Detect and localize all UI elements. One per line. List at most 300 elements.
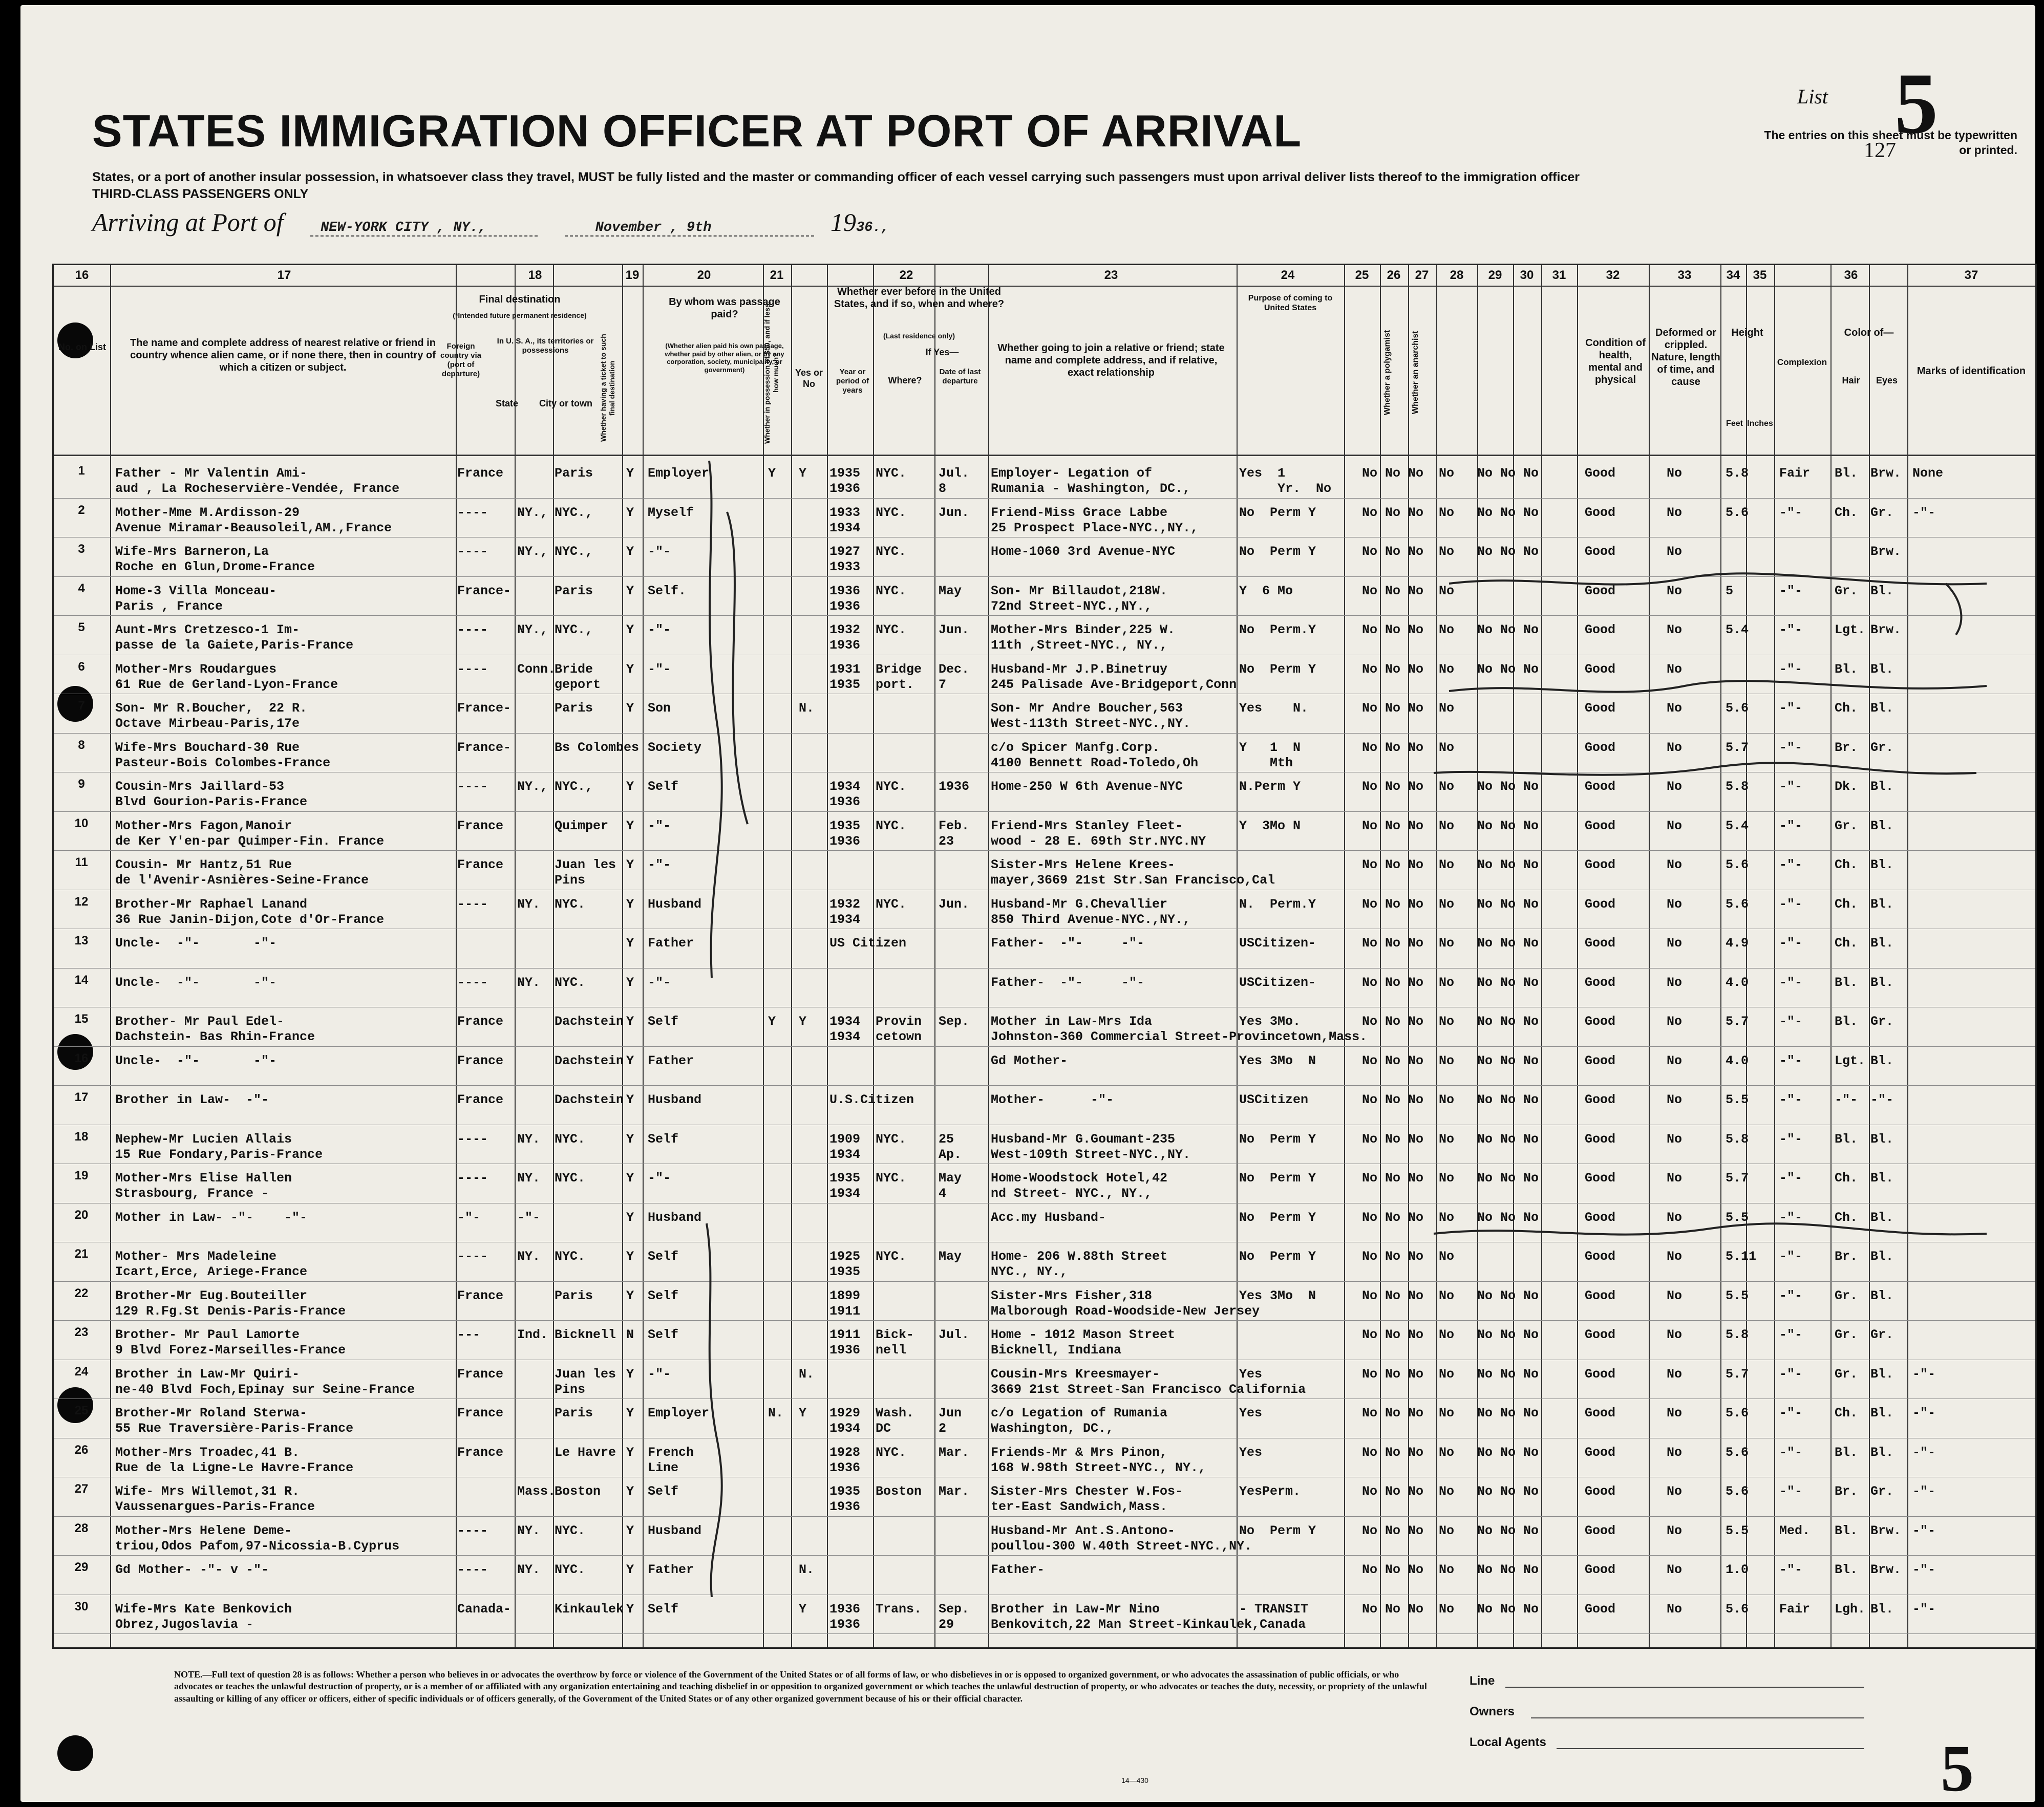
foreign-country-cell: France	[457, 1445, 504, 1460]
ticket-cell: N	[626, 1327, 634, 1342]
condition-cell: Good	[1585, 1484, 1616, 1499]
hair-cell: Lgh.	[1835, 1601, 1866, 1617]
complexion-cell: -"-	[1779, 896, 1803, 912]
header-ever-before: Whether ever before in the United States, and if so, when and where?	[834, 286, 1005, 310]
paid-by-cell: Husband	[648, 1523, 702, 1538]
eyes-cell: Bl.	[1870, 857, 1894, 872]
city-cell: NYC.	[555, 1131, 586, 1147]
year-cell: 1935 1936	[829, 1484, 861, 1514]
ticket-cell: Y	[626, 1445, 634, 1460]
column-number: 35	[1753, 268, 1767, 282]
foreign-country-cell: ----	[457, 1131, 488, 1147]
line-label: Line	[1470, 1674, 1495, 1688]
height-cell: 5.4	[1726, 818, 1749, 833]
complexion-cell: -"-	[1779, 1327, 1803, 1342]
foreign-country-cell: France	[457, 1288, 504, 1303]
joining-cell: Father- -"- -"-	[991, 975, 1145, 990]
foreign-country-cell: ----	[457, 1523, 488, 1538]
paid-by-cell: Self	[648, 1288, 679, 1303]
where-cell: NYC.	[876, 466, 907, 481]
city-cell: NYC.,	[555, 505, 593, 520]
where-cell: NYC.	[876, 505, 907, 520]
paid-by-cell: -"-	[648, 661, 671, 677]
year-cell: 1934 1936	[829, 779, 861, 809]
header-final-note: (*Intended future permanent residence)	[453, 311, 587, 319]
deformed-cell: No	[1667, 896, 1683, 912]
questions-cell: No No No No No No No	[1362, 1327, 1539, 1342]
ticket-cell: Y	[626, 818, 634, 833]
arrival-line	[92, 207, 889, 237]
header-by-whom-note: (Whether alien paid his own passage, whether paid by other alien, or by any corporation, society, municipality, or government)	[665, 342, 784, 374]
row-number: 9	[78, 777, 85, 791]
foreign-country-cell: ----	[457, 896, 488, 912]
joining-cell: Sister-Mrs Fisher,318 Malborough Road-Woodside-New Jersey	[991, 1288, 1260, 1319]
row-number: 13	[74, 934, 89, 948]
eyes-cell: Gr.	[1870, 505, 1894, 520]
city-cell: Paris	[555, 701, 593, 716]
joining-cell: Brother in Law-Mr Nino Benkovitch,22 Man Street-Kinkaulek,Canada	[991, 1601, 1306, 1632]
relative-cell: Uncle- -"- -"-	[115, 1053, 277, 1068]
foreign-country-cell: France-	[457, 583, 512, 598]
questions-cell: No No No No No No No	[1362, 857, 1539, 872]
ticket-cell: Y	[626, 1562, 634, 1577]
relative-cell: Uncle- -"- -"-	[115, 936, 277, 951]
deformed-cell: No	[1667, 1523, 1683, 1538]
year-cell: 1929 1934	[829, 1406, 861, 1436]
row-number: 15	[74, 1012, 89, 1026]
where-cell: Wash. DC	[876, 1406, 914, 1436]
row-number: 18	[74, 1129, 89, 1144]
joining-cell: Home- 206 W.88th Street NYC., NY.,	[991, 1249, 1168, 1279]
purpose-cell: USCitizen-	[1239, 975, 1316, 990]
where-cell: NYC.	[876, 1249, 907, 1264]
ticket-cell: Y	[626, 1171, 634, 1186]
condition-cell: Good	[1585, 779, 1616, 794]
yes-no-cell: Y	[799, 466, 807, 481]
row-number: 21	[74, 1247, 89, 1261]
city-cell: Dachstein	[555, 1053, 624, 1068]
departure-cell: Dec. 7	[939, 661, 970, 692]
height-cell: 4.0	[1726, 1053, 1749, 1068]
ticket-cell: Y	[626, 661, 634, 677]
where-cell: NYC.	[876, 1445, 907, 1460]
condition-cell: Good	[1585, 936, 1616, 951]
paid-by-cell: Father	[648, 1053, 694, 1068]
ticket-cell: Y	[626, 1092, 634, 1107]
owners-rule	[1531, 1717, 1864, 1718]
purpose-cell: N.Perm Y	[1239, 779, 1301, 794]
condition-cell: Good	[1585, 1249, 1616, 1264]
paid-by-cell: Employer	[648, 466, 710, 481]
hair-cell: Ch.	[1835, 1210, 1858, 1225]
city-cell: Juan les Pins	[555, 857, 616, 888]
header-city: City or town	[539, 398, 592, 408]
eyes-cell: Brw.	[1870, 622, 1902, 637]
ticket-cell: Y	[626, 1406, 634, 1421]
complexion-cell: -"-	[1779, 1406, 1803, 1421]
height-cell: 5.8	[1726, 779, 1749, 794]
city-cell: Paris	[555, 1406, 593, 1421]
deformed-cell: No	[1667, 779, 1683, 794]
foreign-country-cell: France	[457, 857, 504, 872]
table-row	[54, 1556, 2035, 1595]
marks-cell: -"-	[1912, 1445, 1936, 1460]
purpose-cell: USCitizen-	[1239, 936, 1316, 951]
questions-cell: No No No No No No No	[1362, 1053, 1539, 1068]
relative-cell: Brother-Mr Roland Sterwa- 55 Rue Traversière-Paris-France	[115, 1406, 354, 1436]
relative-cell: Brother in Law- -"-	[115, 1092, 269, 1107]
foreign-country-cell: Canada-	[457, 1601, 512, 1617]
row-number: 23	[74, 1325, 89, 1339]
divider	[54, 455, 2035, 456]
questions-cell: No No No No No No No	[1362, 1014, 1539, 1029]
row-number: 27	[74, 1482, 89, 1496]
purpose-cell: YesPerm.	[1239, 1484, 1301, 1499]
paid-by-cell: -"-	[648, 544, 671, 559]
header-joining: Whether going to join a relative or friend; state name and complete address, and if relative, exact relationship	[997, 342, 1225, 378]
column-number: 37	[1964, 268, 1978, 282]
city-cell: NYC.	[555, 1523, 586, 1538]
foreign-country-cell: France	[457, 818, 504, 833]
header-marks: Marks of identification	[1917, 365, 2026, 377]
relative-cell: Son- Mr R.Boucher, 22 R. Octave Mirbeau-Paris,17e	[115, 701, 308, 731]
line-rule	[1505, 1687, 1864, 1688]
deformed-cell: No	[1667, 740, 1683, 755]
purpose-cell: No Perm Y	[1239, 1210, 1316, 1225]
year-cell: 1932 1934	[829, 896, 861, 927]
eyes-cell: Bl.	[1870, 896, 1894, 912]
condition-cell: Good	[1585, 975, 1616, 990]
complexion-cell: -"-	[1779, 1092, 1803, 1107]
departure-cell: Sep. 29	[939, 1601, 970, 1632]
column-number: 36	[1844, 268, 1858, 282]
foreign-country-cell: France	[457, 1092, 504, 1107]
hair-cell: Br.	[1835, 740, 1858, 755]
row-number: 30	[74, 1599, 89, 1614]
hair-cell: Bl.	[1835, 1562, 1858, 1577]
height-cell: 5.6	[1726, 505, 1749, 520]
height-cell: 5.6	[1726, 1445, 1749, 1460]
height-cell: 5.5	[1726, 1092, 1749, 1107]
complexion-cell: -"-	[1779, 1171, 1803, 1186]
departure-cell: May	[939, 1249, 962, 1264]
height-cell: 5.8	[1726, 466, 1749, 481]
relative-cell: Nephew-Mr Lucien Allais 15 Rue Fondary,Paris-France	[115, 1131, 323, 1162]
eyes-cell: Bl.	[1870, 1406, 1894, 1421]
row-number: 19	[74, 1169, 89, 1182]
condition-cell: Good	[1585, 1014, 1616, 1029]
possession-cell: Y	[768, 1014, 776, 1029]
city-cell: NYC.	[555, 1562, 586, 1577]
city-cell: Dachstein	[555, 1092, 624, 1107]
ticket-cell: Y	[626, 701, 634, 716]
marks-cell: -"-	[1912, 505, 1936, 520]
eyes-cell: Bl.	[1870, 1171, 1894, 1186]
row-number: 28	[74, 1521, 89, 1535]
ticket-cell: Y	[626, 466, 634, 481]
complexion-cell: -"-	[1779, 622, 1803, 637]
ticket-cell: Y	[626, 857, 634, 872]
purpose-cell: No Perm Y	[1239, 544, 1316, 559]
height-cell: 5.6	[1726, 1406, 1749, 1421]
where-cell: NYC.	[876, 622, 907, 637]
condition-cell: Good	[1585, 1171, 1616, 1186]
joining-cell: Cousin-Mrs Kreesmayer- 3669 21st Street-San Francisco California	[991, 1366, 1306, 1397]
departure-cell: Jun 2	[939, 1406, 962, 1436]
marks-cell: None	[1912, 466, 1944, 481]
joining-cell: Home-250 W 6th Avenue-NYC	[991, 779, 1183, 794]
deformed-cell: No	[1667, 1601, 1683, 1617]
ticket-cell: Y	[626, 779, 634, 794]
condition-cell: Good	[1585, 1366, 1616, 1382]
complexion-cell: Fair	[1779, 466, 1811, 481]
yes-no-cell: Y	[799, 1601, 807, 1617]
state-cell: NY.,	[517, 779, 548, 794]
relative-cell: Cousin- Mr Hantz,51 Rue de l'Avenir-Asnières-Seine-France	[115, 857, 369, 888]
departure-cell: Feb. 23	[939, 818, 970, 849]
deformed-cell: No	[1667, 1171, 1683, 1186]
purpose-cell: - TRANSIT	[1239, 1601, 1309, 1617]
row-divider	[54, 1516, 2035, 1517]
height-cell: 5.5	[1726, 1523, 1749, 1538]
ticket-cell: Y	[626, 1249, 634, 1264]
state-cell: Conn.	[517, 661, 556, 677]
joining-cell: Mother-Mrs Binder,225 W. 11th ,Street-NYC., NY.,	[991, 622, 1176, 653]
row-divider	[54, 1085, 2035, 1086]
city-cell: Bride geport	[555, 661, 601, 692]
hair-cell: Bl.	[1835, 1131, 1858, 1147]
manifest-sheet	[20, 5, 2035, 1805]
header-if-yes: If Yes—	[925, 347, 959, 357]
ticket-cell: Y	[626, 583, 634, 598]
height-cell: 5.7	[1726, 740, 1749, 755]
header-complexion: Complexion	[1777, 357, 1827, 367]
relative-cell: Home-3 Villa Monceau- Paris , France	[115, 583, 277, 614]
where-cell: Boston	[876, 1484, 922, 1499]
table-row	[54, 1361, 2035, 1400]
complexion-cell: Med.	[1779, 1523, 1811, 1538]
where-cell: NYC.	[876, 779, 907, 794]
where-cell: NYC.	[876, 583, 907, 598]
relative-cell: Mother-Mrs Helene Deme- triou,Odos Pafom,97-Nicossia-B.Cyprus	[115, 1523, 400, 1554]
header-hair: Hair	[1842, 375, 1860, 385]
deformed-cell: No	[1667, 857, 1683, 872]
eyes-cell: Bl.	[1870, 1601, 1894, 1617]
where-cell: Trans.	[876, 1601, 922, 1617]
hair-cell: Dk.	[1835, 779, 1858, 794]
row-number: 25	[74, 1404, 89, 1417]
questions-cell: No No No No No No No	[1362, 1406, 1539, 1421]
eyes-cell: Brw.	[1870, 1562, 1902, 1577]
paid-by-cell: -"-	[648, 622, 671, 637]
questions-cell: No No No No No No No	[1362, 544, 1539, 559]
column-number: 34	[1726, 268, 1740, 282]
eyes-cell: -"-	[1870, 1092, 1894, 1107]
table-row	[54, 499, 2035, 538]
city-cell: Kinkaulek	[555, 1601, 624, 1617]
joining-cell: Gd Mother-	[991, 1053, 1068, 1068]
where-cell: NYC.	[876, 1171, 907, 1186]
eyes-cell: Bl.	[1870, 818, 1894, 833]
column-number: 19	[625, 268, 640, 282]
ticket-cell: Y	[626, 1601, 634, 1617]
complexion-cell: -"-	[1779, 661, 1803, 677]
departure-cell: May	[939, 583, 962, 598]
possession-cell: N.	[768, 1406, 784, 1421]
departure-cell: Jun.	[939, 896, 970, 912]
arriving-label: Arriving at Port of	[92, 208, 284, 236]
header-where: Where?	[888, 375, 922, 385]
complexion-cell: -"-	[1779, 505, 1803, 520]
questions-cell: No No No No No No No	[1362, 896, 1539, 912]
ticket-cell: Y	[626, 622, 634, 637]
year-cell: U.S.Citizen	[829, 1092, 914, 1107]
joining-cell: c/o Spicer Manfg.Corp. 4100 Bennett Road-Toledo,Oh	[991, 740, 1199, 770]
hair-cell: Ch.	[1835, 936, 1858, 951]
year-cell: 1935 1936	[829, 466, 861, 496]
height-cell: 5.5	[1726, 1288, 1749, 1303]
departure-cell: Jul. 8	[939, 466, 970, 496]
hair-cell: Ch.	[1835, 1171, 1858, 1186]
paid-by-cell: Self	[648, 1014, 679, 1029]
complexion-cell: -"-	[1779, 740, 1803, 755]
condition-cell: Good	[1585, 818, 1616, 833]
departure-cell: Jul.	[939, 1327, 970, 1342]
deformed-cell: No	[1667, 1053, 1683, 1068]
year-cell: 1936 1936	[829, 1601, 861, 1632]
departure-cell: Jun.	[939, 622, 970, 637]
yes-no-cell: Y	[799, 1014, 807, 1029]
city-cell: Juan les Pins	[555, 1366, 616, 1397]
purpose-cell: No Perm Y	[1239, 661, 1316, 677]
table-row	[54, 695, 2035, 734]
joining-cell: Husband-Mr Ant.S.Antono- poullou-300 W.40th Street-NYC.,NY.	[991, 1523, 1252, 1554]
purpose-cell: N. Perm.Y	[1239, 896, 1316, 912]
condition-cell: Good	[1585, 1131, 1616, 1147]
state-cell: NY.,	[517, 505, 548, 520]
column-number: 29	[1488, 268, 1502, 282]
relative-cell: Father - Mr Valentin Ami- aud , La Rocheservière-Vendée, France	[115, 466, 400, 496]
state-cell: NY.	[517, 1523, 541, 1538]
questions-cell: No No No No No No No	[1362, 936, 1539, 951]
purpose-cell: Yes	[1239, 1445, 1263, 1460]
paid-by-cell: -"-	[648, 857, 671, 872]
relative-cell: Wife-Mrs Bouchard-30 Rue Pasteur-Bois Colombes-France	[115, 740, 331, 770]
year-cell: 1935 1936	[829, 818, 861, 849]
condition-cell: Good	[1585, 896, 1616, 912]
questions-cell: No No No No No No No	[1362, 466, 1539, 481]
header-foreign-country: Foreign country via (port of departure)	[440, 342, 482, 378]
table-row	[54, 1321, 2035, 1360]
complexion-cell: -"-	[1779, 701, 1803, 716]
row-number: 10	[74, 816, 89, 830]
ticket-cell: Y	[626, 1131, 634, 1147]
height-cell: 5.6	[1726, 1601, 1749, 1617]
joining-cell: Acc.my Husband-	[991, 1210, 1106, 1225]
table-row	[54, 1243, 2035, 1282]
complexion-cell: -"-	[1779, 936, 1803, 951]
questions-cell: No No No No No No No	[1362, 1484, 1539, 1499]
departure-cell: Mar.	[939, 1445, 970, 1460]
joining-cell: Son- Mr Billaudot,218W. 72nd Street-NYC.,NY.,	[991, 583, 1168, 614]
year-cell: 1934 1934	[829, 1014, 861, 1044]
relative-cell: Mother-Mrs Roudargues 61 Rue de Gerland-Lyon-France	[115, 661, 338, 692]
table-row	[54, 1008, 2035, 1047]
column-number: 23	[1104, 268, 1118, 282]
where-cell: NYC.	[876, 896, 907, 912]
relative-cell: Mother- Mrs Madeleine Icart,Erce, Ariege-France	[115, 1249, 308, 1279]
height-cell: 5.6	[1726, 701, 1749, 716]
table-row	[54, 1282, 2035, 1321]
joining-cell: Father- -"- -"-	[991, 936, 1145, 951]
foreign-country-cell: France-	[457, 740, 512, 755]
questions-cell: No No No No	[1362, 583, 1455, 598]
joining-cell: Employer- Legation of Rumania - Washington, DC.,	[991, 466, 1191, 496]
deformed-cell: No	[1667, 583, 1683, 598]
hair-cell: Bl.	[1835, 975, 1858, 990]
condition-cell: Good	[1585, 857, 1616, 872]
header-last-residence: (Last residence only)	[883, 332, 955, 340]
relative-cell: Brother-Mr Eug.Bouteiller 129 R.Fg.St Denis-Paris-France	[115, 1288, 346, 1319]
relative-cell: Wife- Mrs Willemot,31 R. Vaussenargues-Paris-France	[115, 1484, 315, 1514]
table-row	[54, 1126, 2035, 1165]
questions-cell: No No No No	[1362, 1249, 1455, 1264]
ticket-cell: Y	[626, 544, 634, 559]
paid-by-cell: Self	[648, 1327, 679, 1342]
manifest-table	[52, 264, 2037, 1649]
purpose-cell: USCitizen	[1239, 1092, 1309, 1107]
row-number: 1	[78, 464, 85, 478]
deformed-cell: No	[1667, 701, 1683, 716]
questions-cell: No No No No No No No	[1362, 1562, 1539, 1577]
paid-by-cell: French Line	[648, 1445, 694, 1475]
height-cell: 5.11	[1726, 1249, 1757, 1264]
height-cell: 5.6	[1726, 1484, 1749, 1499]
condition-cell: Good	[1585, 661, 1616, 677]
hair-cell: Gr.	[1835, 1366, 1858, 1382]
city-cell: Bicknell	[555, 1327, 616, 1342]
deformed-cell: No	[1667, 1210, 1683, 1225]
joining-cell: c/o Legation of Rumania Washington, DC.,	[991, 1406, 1168, 1436]
header-feet: Feet	[1726, 419, 1743, 428]
paid-by-cell: Myself	[648, 505, 694, 520]
ticket-cell: Y	[626, 936, 634, 951]
where-cell: Bick- nell	[876, 1327, 914, 1358]
condition-cell: Good	[1585, 1092, 1616, 1107]
yes-no-cell: N.	[799, 1366, 815, 1382]
questions-cell: No No No No No No No	[1362, 622, 1539, 637]
hair-cell: Br.	[1835, 1249, 1858, 1264]
state-cell: -"-	[517, 1210, 541, 1225]
purpose-cell: Y 6 Mo	[1239, 583, 1293, 598]
column-number: 16	[75, 268, 89, 282]
relative-cell: Gd Mother- -"- v -"-	[115, 1562, 269, 1577]
city-cell: NYC.,	[555, 622, 593, 637]
foreign-country-cell: ---	[457, 1327, 481, 1342]
table-row	[54, 577, 2035, 616]
state-cell: Mass.	[517, 1484, 556, 1499]
table-row	[54, 1086, 2035, 1125]
purpose-cell: Y 3Mo N	[1239, 818, 1301, 833]
stamp-number: 127	[1864, 139, 1896, 162]
owners-label: Owners	[1470, 1705, 1515, 1718]
row-number: 14	[74, 973, 89, 987]
deformed-cell: No	[1667, 1366, 1683, 1382]
header-ticket: Whether having a ticket to such final destination	[599, 334, 616, 442]
deformed-cell: No	[1667, 1014, 1683, 1029]
foreign-country-cell: ----	[457, 661, 488, 677]
hair-cell: -"-	[1835, 1092, 1858, 1107]
